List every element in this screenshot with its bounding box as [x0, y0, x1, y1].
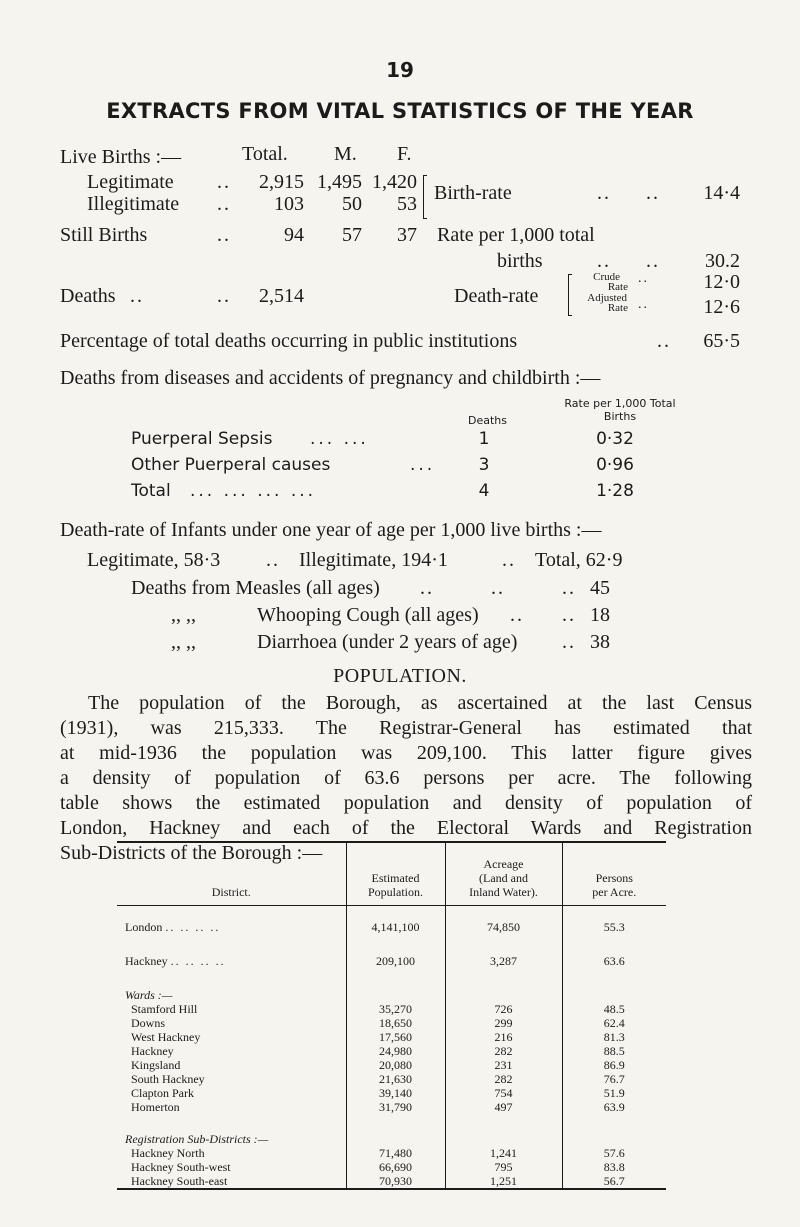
table-row: Downs 18,650 299 62.4	[117, 1016, 666, 1030]
still-births-total: 94	[284, 224, 304, 246]
still-births-label: Still Births	[60, 224, 148, 246]
table-row: Homerton 31,790 497 63.9	[117, 1100, 666, 1114]
pregnancy-row-label: Total	[131, 481, 171, 501]
paragraph-line: table shows the estimated population and density of population of	[60, 792, 752, 814]
table-header-row	[117, 842, 666, 906]
still-births-m: 57	[342, 224, 362, 246]
page-title: EXTRACTS FROM VITAL STATISTICS OF THE YEAR	[106, 99, 694, 123]
dots: ..	[562, 631, 576, 653]
birth-rate-value: 14·4	[703, 182, 740, 204]
population-paragraph	[60, 691, 752, 866]
col-births-label: Births	[603, 410, 637, 423]
infants-illegitimate: Illegitimate, 194·1	[299, 549, 448, 571]
pregnancy-row-rate: 1·28	[596, 481, 634, 501]
still-births-f: 37	[397, 224, 417, 246]
paragraph-line: London, Hackney and each of the Electoral Wards and Registration	[60, 817, 752, 839]
dots: ..	[638, 271, 649, 286]
table-row: West Hackney 17,560 216 81.3	[117, 1030, 666, 1044]
adjusted-rate-label: Rate	[607, 302, 628, 314]
table-row: Hackney South-west 66,690 795 83.8	[117, 1160, 666, 1174]
dots: ..	[217, 171, 231, 193]
brace	[423, 175, 427, 219]
table-row: Hackney .. .. .. .. 209,100 3,287 63.6	[117, 954, 666, 968]
page-number: 19	[386, 58, 414, 82]
dots: ..	[510, 604, 524, 626]
pregnancy-row-label: Other Puerperal causes	[131, 455, 331, 475]
header-total: Total.	[242, 143, 288, 165]
population-table	[117, 841, 666, 1190]
table-row: South Hackney 21,630 282 76.7	[117, 1072, 666, 1086]
col-rate-label: Rate per 1,000 Total	[564, 397, 676, 410]
table-row: Stamford Hill 35,270 726 48.5	[117, 1002, 666, 1016]
legitimate-label: Legitimate	[87, 171, 174, 193]
pregnancy-row-rate: 0·32	[596, 429, 634, 449]
table-row: Hackney 24,980 282 88.5	[117, 1044, 666, 1058]
dots: ..	[597, 182, 611, 204]
header-f: F.	[397, 143, 412, 165]
whooping-cough-label: Whooping Cough (all ages)	[257, 604, 479, 626]
paragraph-line: (1931), was 215,333. The Registrar-General has estimated that	[60, 717, 752, 739]
table-row: London .. .. .. .. 4,141,100 74,850 55.3	[117, 920, 666, 934]
illegitimate-m: 50	[342, 193, 362, 215]
table-row: Hackney South-east 70,930 1,251 56.7	[117, 1174, 666, 1189]
dots: ..	[597, 250, 611, 272]
adjusted-rate-value: 12·6	[703, 296, 740, 318]
pregnancy-row-deaths: 3	[478, 455, 490, 475]
illegitimate-total: 103	[274, 193, 304, 215]
deaths-total: 2,514	[259, 285, 304, 307]
dots: ..	[562, 604, 576, 626]
adjusted-label: Adjusted	[587, 292, 627, 304]
dots: ..	[217, 224, 231, 246]
header-m: M.	[334, 143, 357, 165]
still-birth-rate-value: 30.2	[705, 250, 740, 272]
dots: ..	[491, 577, 505, 599]
col-deaths-label: Deaths	[468, 414, 507, 427]
live-births-label: Live Births :—	[60, 146, 182, 168]
pregnancy-row-rate: 0·96	[596, 455, 634, 475]
table-row: Hackney North 71,480 1,241 57.6	[117, 1146, 666, 1160]
pregnancy-row-deaths: 1	[478, 429, 490, 449]
legitimate-total: 2,915	[259, 171, 304, 193]
birth-rate-label: Birth-rate	[434, 182, 512, 204]
infants-legitimate: Legitimate, 58·3	[87, 549, 221, 571]
dots: ..	[646, 182, 660, 204]
header-district: District.	[117, 842, 346, 906]
paragraph-line: at mid-1936 the population was 209,100. This latter figure gives	[60, 742, 752, 764]
illegitimate-f: 53	[397, 193, 417, 215]
dots: ..	[130, 285, 144, 307]
dots: ...	[410, 455, 436, 475]
illegitimate-label: Illegitimate	[87, 193, 180, 215]
dots: ..	[638, 297, 649, 312]
diarrhoea-value: 38	[590, 631, 610, 653]
measles-value: 45	[590, 577, 610, 599]
dots: ..	[217, 285, 231, 307]
dots: ..	[646, 250, 660, 272]
death-rate-label: Death-rate	[454, 285, 539, 307]
rate-per-1000-label: Rate per 1,000 total	[437, 224, 595, 246]
dots: ..	[420, 577, 434, 599]
dots: ... ... ... ...	[190, 481, 317, 501]
header-population: Estimated Population.	[346, 842, 445, 906]
paragraph-line: a density of population of 63.6 persons per acre. The following	[60, 767, 752, 789]
infants-heading: Death-rate of Infants under one year of age per 1,000 live births :—	[60, 519, 602, 541]
ditto-marks: ,, ,,	[171, 604, 196, 626]
ditto-marks: ,, ,,	[171, 631, 196, 653]
dots: ..	[217, 193, 231, 215]
header-persons: Persons per Acre.	[562, 842, 666, 906]
header-acreage: Acreage (Land and Inland Water).	[445, 842, 562, 906]
table-row: Kingsland 20,080 231 86.9	[117, 1058, 666, 1072]
legitimate-m: 1,495	[317, 171, 362, 193]
percentage-label: Percentage of total deaths occurring in public institutions	[60, 330, 518, 352]
infants-total: Total, 62·9	[535, 549, 623, 571]
pregnancy-row-label: Puerperal Sepsis	[131, 429, 273, 449]
dots: ..	[657, 330, 671, 352]
paragraph-line: Sub-Districts of the Borough :—	[60, 842, 323, 864]
table-section-label: Wards :—	[117, 988, 666, 1002]
diarrhoea-label: Diarrhoea (under 2 years of age)	[257, 631, 518, 653]
crude-label: Crude	[593, 271, 620, 283]
dots: ..	[266, 549, 280, 571]
percentage-value: 65·5	[703, 330, 740, 352]
deaths-label: Deaths	[60, 285, 116, 307]
paragraph-line: The population of the Borough, as ascertained at the last Census	[88, 692, 752, 714]
crude-rate-value: 12·0	[703, 271, 740, 293]
pregnancy-row-deaths: 4	[478, 481, 490, 501]
dots: ..	[502, 549, 516, 571]
crude-rate-label: Rate	[607, 281, 628, 293]
pregnancy-heading: Deaths from diseases and accidents of pregnancy and childbirth :—	[60, 367, 601, 389]
population-heading: POPULATION.	[333, 665, 467, 687]
whooping-cough-value: 18	[590, 604, 610, 626]
table-row: Clapton Park 39,140 754 51.9	[117, 1086, 666, 1100]
table-section-label: Registration Sub-Districts :—	[117, 1132, 666, 1146]
measles-label: Deaths from Measles (all ages)	[131, 577, 380, 599]
dots: ... ...	[310, 429, 369, 449]
legitimate-f: 1,420	[372, 171, 417, 193]
dots: ..	[562, 577, 576, 599]
births-label: births	[497, 250, 543, 272]
